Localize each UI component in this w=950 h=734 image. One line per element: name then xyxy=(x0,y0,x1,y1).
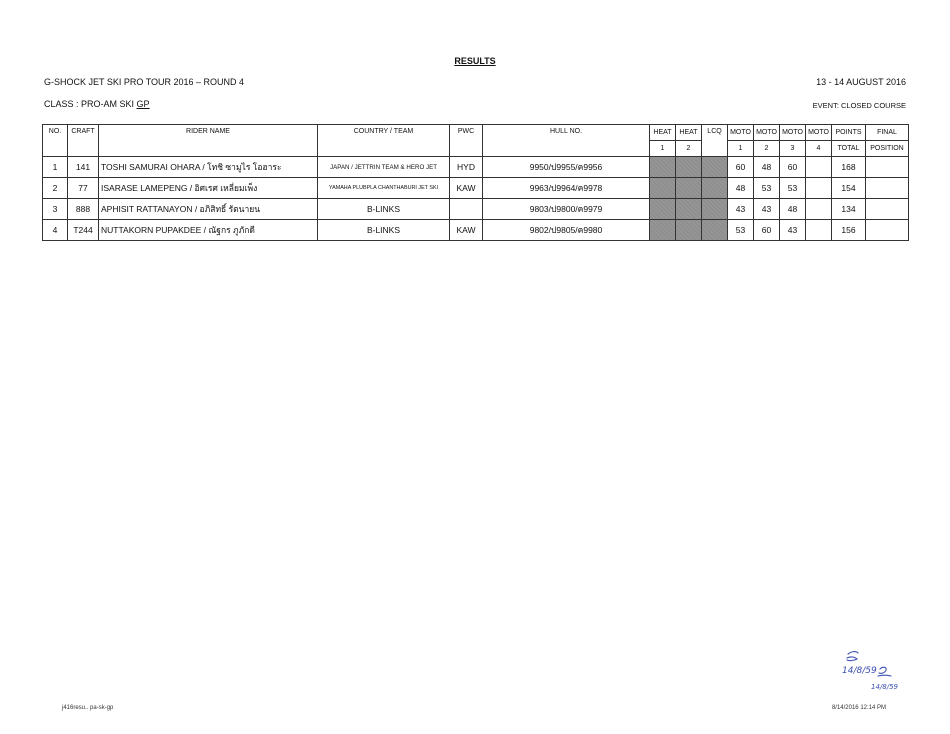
col-heat1-subheader: 1 xyxy=(650,141,676,157)
cell-pwc xyxy=(450,199,483,220)
cell-no: 3 xyxy=(43,199,68,220)
cell-pwc: KAW xyxy=(450,220,483,241)
event-type: EVENT: CLOSED COURSE xyxy=(812,101,906,110)
table-row xyxy=(43,178,909,199)
cell-no: 1 xyxy=(43,157,68,178)
col-heat2-subheader: 2 xyxy=(676,141,702,157)
cell-lcq-shaded xyxy=(702,199,728,220)
col-points-subheader: TOTAL xyxy=(832,141,866,157)
col-final-subheader: POSITION xyxy=(866,141,909,157)
cell-heat1-shaded xyxy=(650,178,676,199)
cell-final xyxy=(866,220,909,241)
col-moto3-header: MOTO xyxy=(780,125,806,141)
cell-craft: 141 xyxy=(68,157,99,178)
cell-no: 2 xyxy=(43,178,68,199)
cell-pwc: HYD xyxy=(450,157,483,178)
cell-hull: 9950/ป9955/ค9956 xyxy=(483,157,650,178)
table-row xyxy=(43,220,909,241)
cell-craft: 888 xyxy=(68,199,99,220)
cell-heat1-shaded xyxy=(650,220,676,241)
col-moto4-header: MOTO xyxy=(806,125,832,141)
cell-moto2: 43 xyxy=(754,199,780,220)
cell-moto2: 60 xyxy=(754,220,780,241)
cell-craft: T244 xyxy=(68,220,99,241)
cell-lcq-shaded xyxy=(702,157,728,178)
col-hull-header: HULL NO. xyxy=(483,125,650,157)
col-pwc-header: PWC xyxy=(450,125,483,157)
col-lcq-header: LCQ xyxy=(702,125,728,157)
cell-heat2-shaded xyxy=(676,199,702,220)
col-rider-header: RIDER NAME xyxy=(99,125,318,157)
cell-craft: 77 xyxy=(68,178,99,199)
col-moto2-header: MOTO xyxy=(754,125,780,141)
cell-moto1: 53 xyxy=(728,220,754,241)
cell-moto1: 48 xyxy=(728,178,754,199)
footer-timestamp: 8/14/2016 12:14 PM xyxy=(831,705,886,711)
cell-hull: 9963/ป9964/ค9978 xyxy=(483,178,650,199)
col-craft-header: CRAFT xyxy=(68,125,99,157)
cell-hull: 9802/ป9805/ค9980 xyxy=(483,220,650,241)
cell-rider: NUTTAKORN PUPAKDEE / ณัฐกร ภูภักดี xyxy=(99,220,318,241)
cell-moto3: 53 xyxy=(780,178,806,199)
cell-lcq-shaded xyxy=(702,220,728,241)
cell-lcq-shaded xyxy=(702,178,728,199)
cell-no: 4 xyxy=(43,220,68,241)
cell-moto1: 60 xyxy=(728,157,754,178)
cell-moto3: 43 xyxy=(780,220,806,241)
cell-country: YAMAHA PLUBPLA CHANTHABURI JET SKI xyxy=(318,178,450,199)
cell-moto2: 53 xyxy=(754,178,780,199)
cell-heat2-shaded xyxy=(676,157,702,178)
col-moto1-header: MOTO xyxy=(728,125,754,141)
class-code: GP xyxy=(136,99,150,109)
cell-final xyxy=(866,199,909,220)
col-moto2-subheader: 2 xyxy=(754,141,780,157)
event-dates: 13 - 14 AUGUST 2016 xyxy=(816,77,906,87)
signature-date-2: 14/8/59 xyxy=(871,683,898,691)
cell-rider: APHISIT RATTANAYON / อภิสิทธิ์ รัตนายน xyxy=(99,199,318,220)
header-row-top xyxy=(43,125,909,141)
event-name: G-SHOCK JET SKI PRO TOUR 2016 – ROUND 4 xyxy=(44,77,245,87)
cell-moto3: 48 xyxy=(780,199,806,220)
col-heat1-header: HEAT xyxy=(650,125,676,141)
cell-country: B-LINKS xyxy=(318,199,450,220)
cell-pwc: KAW xyxy=(450,178,483,199)
table-row xyxy=(43,199,909,220)
results-title: RESULTS xyxy=(454,56,496,66)
class-line xyxy=(44,99,150,109)
col-moto1-subheader: 1 xyxy=(728,141,754,157)
results-table xyxy=(42,124,909,241)
table-row xyxy=(43,157,909,178)
col-moto4-subheader: 4 xyxy=(806,141,832,157)
cell-country: JAPAN / JETTRIN TEAM & HERO JET xyxy=(318,157,450,178)
cell-points: 156 xyxy=(832,220,866,241)
cell-moto4 xyxy=(806,220,832,241)
class-prefix: CLASS : PRO-AM SKI xyxy=(44,99,135,109)
cell-moto4 xyxy=(806,199,832,220)
cell-moto4 xyxy=(806,178,832,199)
cell-heat2-shaded xyxy=(676,220,702,241)
col-country-header: COUNTRY / TEAM xyxy=(318,125,450,157)
cell-moto4 xyxy=(806,157,832,178)
cell-heat1-shaded xyxy=(650,199,676,220)
cell-rider: ISARASE LAMEPENG / อิศเรศ เหลี่ยมเพ็ง xyxy=(99,178,318,199)
cell-moto2: 48 xyxy=(754,157,780,178)
col-moto3-subheader: 3 xyxy=(780,141,806,157)
handwritten-signature xyxy=(838,648,908,696)
cell-heat2-shaded xyxy=(676,178,702,199)
cell-points: 154 xyxy=(832,178,866,199)
cell-moto3: 60 xyxy=(780,157,806,178)
cell-final xyxy=(866,178,909,199)
col-final-header: FINAL xyxy=(866,125,909,141)
signature-date-1: 14/8/59 xyxy=(842,666,877,676)
cell-hull: 9803/ป9800/ค9979 xyxy=(483,199,650,220)
cell-final xyxy=(866,157,909,178)
cell-points: 168 xyxy=(832,157,866,178)
footer-file-name: j416resu.. pa-sk-gp xyxy=(62,705,114,711)
col-heat2-header: HEAT xyxy=(676,125,702,141)
cell-rider: TOSHI SAMURAI OHARA / โทชิ ซามูไร โอฮาระ xyxy=(99,157,318,178)
cell-moto1: 43 xyxy=(728,199,754,220)
cell-points: 134 xyxy=(832,199,866,220)
col-no-header: NO. xyxy=(43,125,68,157)
col-points-header: POINTS xyxy=(832,125,866,141)
cell-heat1-shaded xyxy=(650,157,676,178)
cell-country: B-LINKS xyxy=(318,220,450,241)
